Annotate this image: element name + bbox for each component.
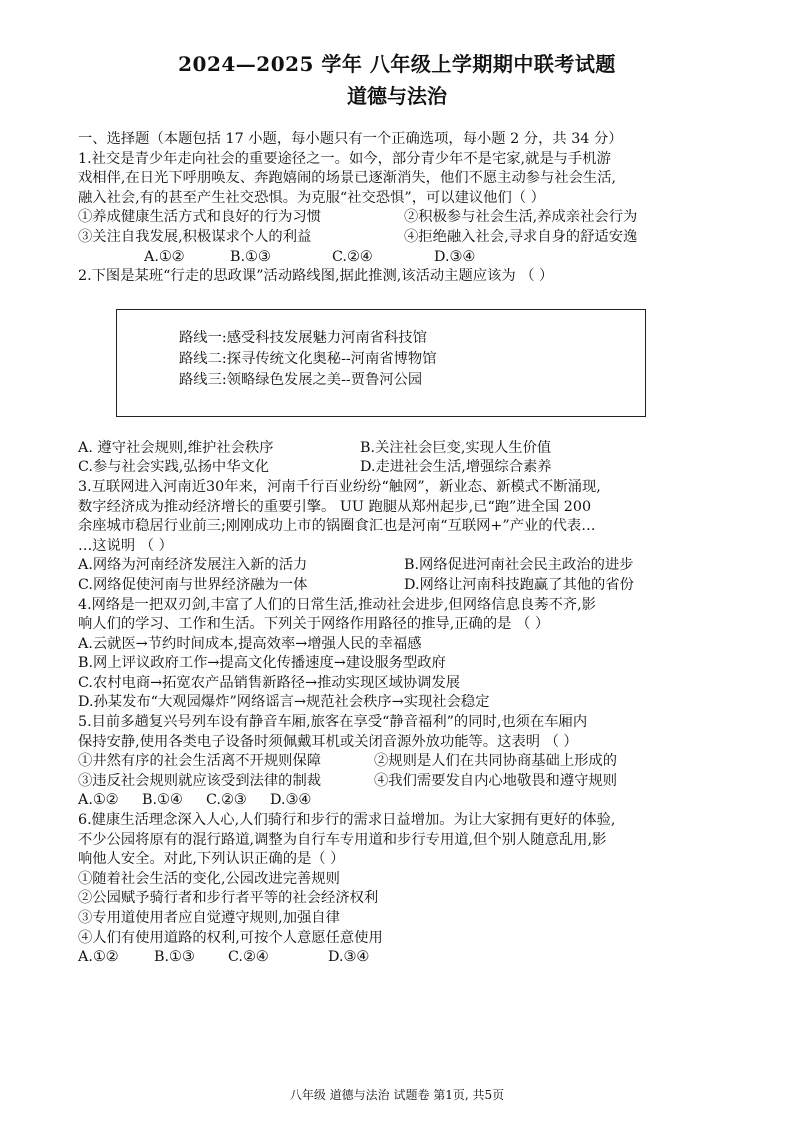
question-text: …这说明 （ ） [78, 537, 173, 554]
question-4 [78, 596, 718, 714]
option-d: D.网络让河南科技跑赢了其他的省份 [404, 576, 634, 593]
option-c: C.参与社会实践,弘扬中华文化 [78, 459, 270, 476]
statement: ④人们有使用道路的权利,可按个人意愿任意使用 [78, 929, 383, 946]
statement: ③违反社会规则就应该受到法律的制裁 [78, 772, 322, 789]
statement: ②规则是人们在共同协商基础上形成的 [374, 753, 618, 770]
question-text: 6.健康生活理念深入人心,人们骑行和步行的需求日益增加。为让大家拥有更好的体验, [78, 812, 616, 829]
question-text: 5.目前多趟复兴号列车设有静音车厢,旅客在享受“静音福利”的同时,也须在车厢内 [78, 714, 588, 731]
option-a: A.①② [144, 248, 185, 265]
page-footer: 八年级 道德与法治 试题卷 第1页, 共5页 [289, 1088, 505, 1102]
question-text: 响他人安全。对此,下列认识正确的是（ ） [78, 851, 345, 868]
option-a: A. 遵守社会规则,维护社会秩序 [78, 439, 274, 456]
option-c: C.农村电商→拓宽农产品销售新路径→推动实现区域协调发展 [78, 674, 461, 691]
option-d: D.③④ [270, 792, 312, 809]
option-b: B.①③ [154, 949, 195, 966]
option-b: B.网上评议政府工作→提高文化传播速度→建设服务型政府 [78, 655, 446, 672]
option-c: C.②③ [206, 792, 247, 809]
question-text: 戏相伴,在日光下呼朋唤友、奔跑嬉闹的场景已逐渐消失，他们不愿主动参与社会生活, [78, 170, 617, 187]
question-text: 不少公园将原有的混行路道,调整为自行车专用道和步行专用道,但个别人随意乱用,影 [78, 831, 607, 848]
route-item: 路线三:领略绿色发展之美--贾鲁河公园 [179, 371, 423, 388]
question-text: 融入社会,有的甚至产生社交恐惧。为克服“社交恐惧”，可以建议他们（ ） [78, 189, 545, 206]
statement-row [78, 772, 718, 792]
question-3 [78, 478, 718, 596]
option-row [78, 576, 718, 596]
option-a: A.①② [78, 949, 119, 966]
statement: ②公园赋予骑行者和步行者平等的社会经济权利 [78, 890, 379, 907]
option-d: D.孙某发布“大观园爆炸”网络谣言→规范社会秩序→实现社会稳定 [78, 694, 490, 711]
answer-options [78, 948, 718, 968]
option-b: B.关注社会巨变,实现人生价值 [360, 439, 552, 456]
route-item: 路线二:探寻传统文化奥秘--河南省博物馆 [179, 350, 437, 367]
option-d: D.③④ [434, 248, 476, 265]
option-a: A.①② [78, 792, 119, 809]
option-b: B.①③ [230, 248, 271, 265]
question-text: 2.下图是某班“行走的思政课”活动路线图,据此推测,该活动主题应该为 （ ） [78, 268, 554, 285]
statement: ①井然有序的社会生活离不开规则保障 [78, 753, 322, 770]
exam-subject: 道德与法治 [347, 84, 447, 108]
section-heading: 一、选择题（本题包括 17 小题，每小题只有一个正确选项，每小题 2 分，共 34 分） [78, 131, 623, 147]
option-b: B.①④ [142, 792, 183, 809]
option-row [78, 556, 718, 576]
statement-row [78, 228, 718, 248]
statement: ①随着社会生活的变化,公园改进完善规则 [78, 870, 340, 887]
question-text: 1.社交是青少年走向社会的重要途径之一。如今，部分青少年不是宅家,就是与手机游 [78, 150, 611, 167]
question-6 [78, 811, 718, 968]
statement: ④拒绝融入社会,寻求自身的舒适安逸 [404, 228, 638, 245]
route-item: 路线一:感受科技发展魅力河南省科技馆 [179, 329, 427, 346]
answer-options [78, 248, 718, 268]
option-c: C.网络促使河南与世界经济融为一体 [78, 576, 308, 593]
option-b: B.网络促进河南社会民主政治的进步 [404, 557, 634, 574]
question-5 [78, 713, 718, 811]
statement-row [78, 752, 718, 772]
question-text: 4.网络是一把双刃剑,丰富了人们的日常生活,推动社会进步,但网络信息良莠不齐,影 [78, 596, 596, 613]
option-row [78, 458, 718, 478]
answer-options [78, 791, 718, 811]
statement: ③关注自我发展,积极谋求个人的利益 [78, 228, 312, 245]
option-d: D.走进社会生活,增强综合素养 [360, 459, 552, 476]
question-text: 余座城市稳居行业前三;刚刚成功上市的锅圈食汇也是河南“互联网+”产业的代表… [78, 518, 596, 535]
question-text: 3.互联网进入河南近30年来，河南千行百业纷纷“触网”，新业态、新模式不断涌现, [78, 478, 601, 495]
option-c: C.②④ [228, 949, 269, 966]
option-d: D.③④ [328, 949, 370, 966]
option-c: C.②④ [332, 248, 373, 265]
statement: ④我们需要发自内心地敬畏和遵守规则 [374, 772, 618, 789]
exam-content [78, 130, 718, 968]
exam-title: 2024—2025 学年 八年级上学期期中联考试题 [178, 52, 616, 76]
statement: ②积极参与社会生活,养成亲社会行为 [404, 209, 638, 226]
statement-row [78, 208, 718, 228]
route-map-box [116, 309, 646, 417]
question-1 [78, 150, 718, 268]
question-2 [78, 267, 718, 478]
option-a: A.云就医→节约时间成本,提高效率→增强人民的幸福感 [78, 635, 422, 652]
option-a: A.网络为河南经济发展注入新的活力 [78, 557, 308, 574]
question-text: 响人们的学习、工作和生活。下列关于网络作用路径的推导,正确的是 （ ） [78, 616, 550, 633]
question-text: 保持安静,使用各类电子设备时须佩戴耳机或关闭音源外放功能等。这表明 （ ） [78, 733, 578, 750]
statement: ③专用道使用者应自觉遵守规则,加强自律 [78, 910, 340, 926]
option-row [78, 439, 718, 459]
question-text: 数字经济成为推动经济增长的重要引擎。 UU 跑腿从郑州起步,已“跑”进全国 200 [78, 498, 592, 515]
statement: ①养成健康生活方式和良好的行为习惯 [78, 209, 322, 226]
